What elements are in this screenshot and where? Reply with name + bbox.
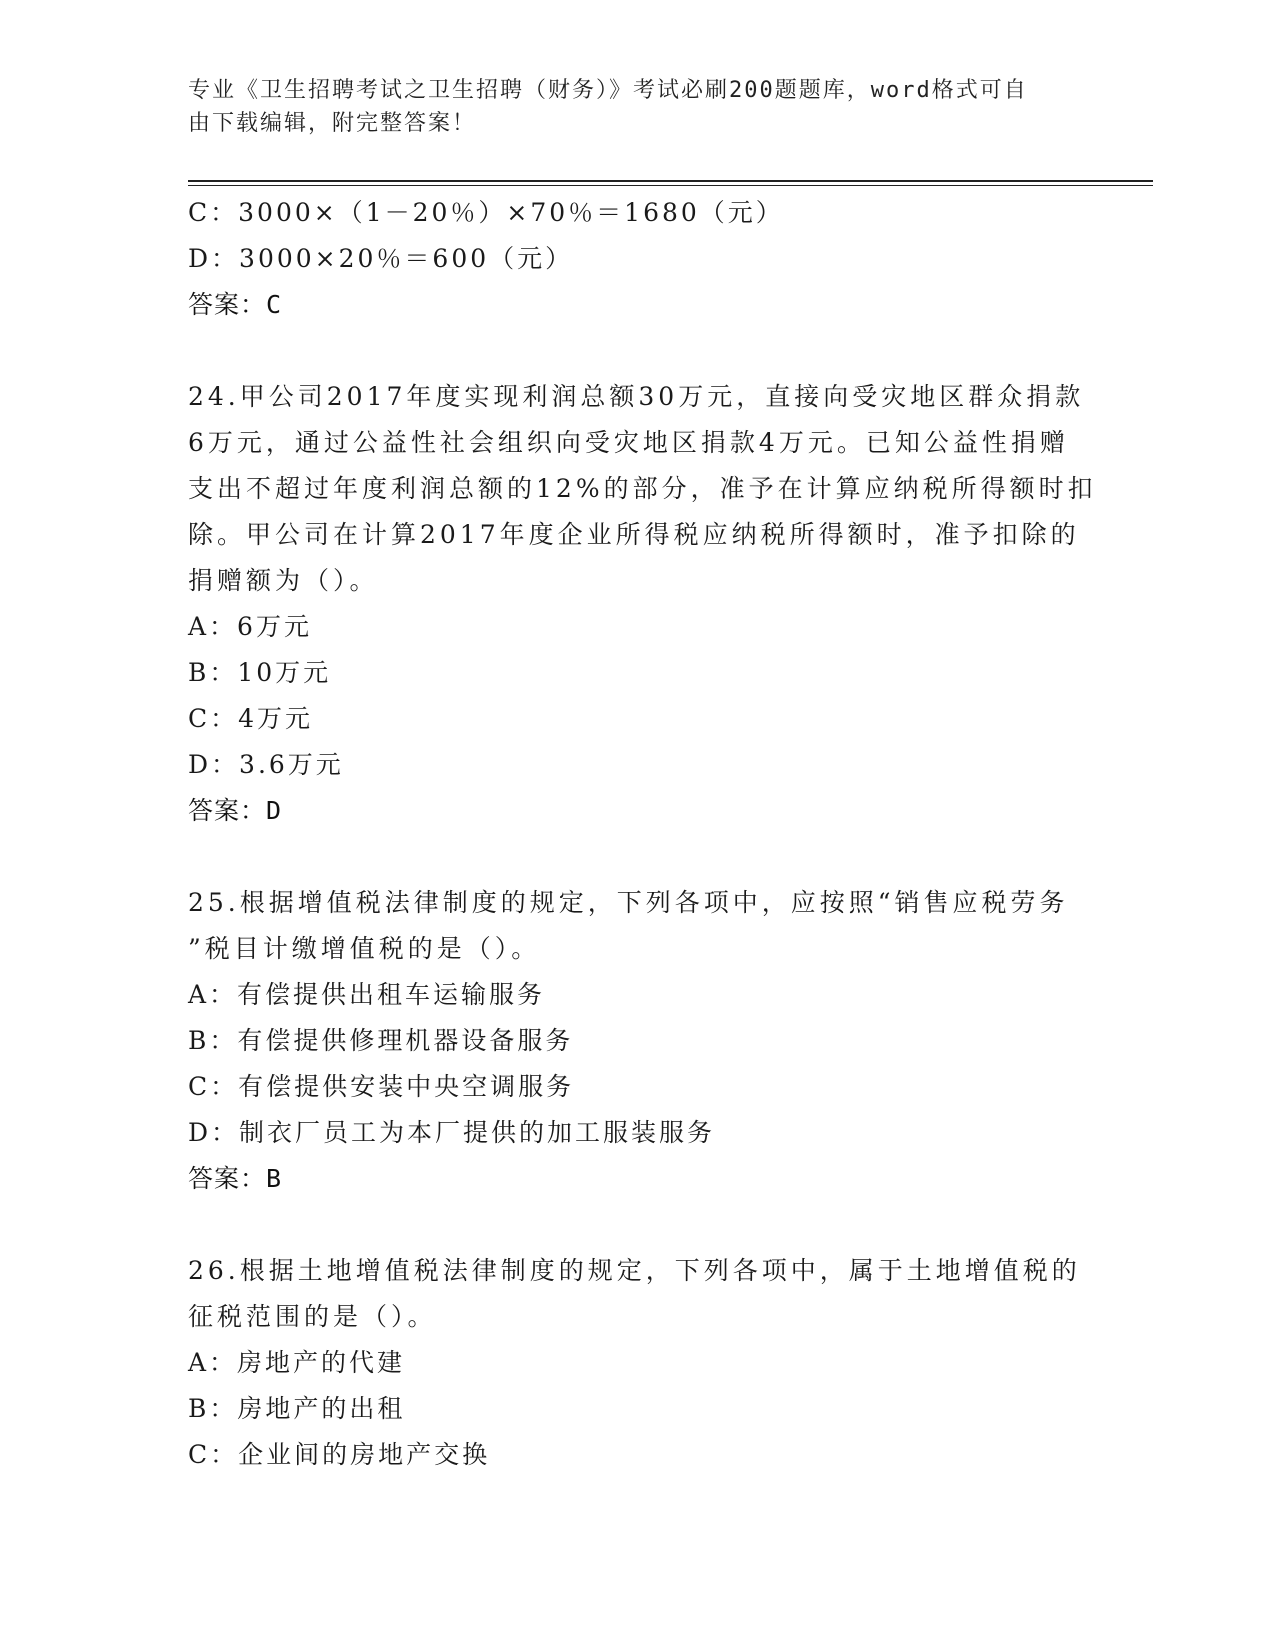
- answer-value: B: [266, 1164, 283, 1193]
- question-24: [188, 374, 1097, 834]
- question-stem-line: 捐赠额为（）。: [188, 566, 379, 595]
- header-line-2: 由下载编辑，附完整答案！: [188, 111, 477, 136]
- option-d: D：3000×20％＝600（元）: [188, 244, 574, 273]
- question-26: [188, 1248, 1088, 1478]
- option-d: D：制衣厂员工为本厂提供的加工服装服务: [188, 1118, 716, 1147]
- question-stem-line: 24.甲公司2017年度实现利润总额30万元，直接向受灾地区群众捐款: [188, 382, 1085, 411]
- option-b: B：10万元: [188, 658, 332, 687]
- spacer: [188, 328, 1088, 374]
- header-rule-thick: [188, 180, 1153, 182]
- question-23-tail: [188, 190, 1088, 328]
- question-stem-line: 25.根据增值税法律制度的规定，下列各项中，应按照“销售应税劳务: [188, 888, 1069, 917]
- document-content: [188, 190, 1097, 1478]
- answer-value: D: [266, 796, 283, 825]
- answer-label: 答案：: [188, 290, 267, 319]
- answer-line: [188, 1156, 1088, 1202]
- option-a: A：房地产的代建: [188, 1348, 406, 1377]
- question-stem-line: 征税范围的是（）。: [188, 1302, 437, 1331]
- option-a: A：6万元: [188, 612, 312, 641]
- spacer: [188, 834, 1088, 880]
- option-c: C：有偿提供安装中央空调服务: [188, 1072, 575, 1101]
- option-c: C：企业间的房地产交换: [188, 1440, 491, 1469]
- option-c: C：4万元: [188, 704, 314, 733]
- answer-line: [188, 788, 1088, 834]
- question-stem-line: 6万元，通过公益性社会组织向受灾地区捐款4万元。已知公益性捐赠: [188, 428, 1069, 457]
- answer-label: 答案：: [188, 1164, 267, 1193]
- question-stem-line: 26.根据土地增值税法律制度的规定，下列各项中，属于土地增值税的: [188, 1256, 1081, 1285]
- answer-label: 答案：: [188, 796, 267, 825]
- document-header: [188, 74, 1088, 140]
- question-stem-line: ”税目计缴增值税的是（）。: [188, 934, 541, 963]
- header-rule-thin: [188, 185, 1153, 186]
- option-b: B：房地产的出租: [188, 1394, 406, 1423]
- spacer: [188, 1202, 1088, 1248]
- option-a: A：有偿提供出租车运输服务: [188, 980, 546, 1009]
- option-d: D：3.6万元: [188, 750, 344, 779]
- header-line-1: 专业《卫生招聘考试之卫生招聘（财务）》考试必刷200题题库，word格式可自: [188, 78, 1028, 103]
- question-stem-line: 除。甲公司在计算2017年度企业所得税应纳税所得额时，准予扣除的: [188, 520, 1080, 549]
- option-c: C：3000×（1－20％）×70％＝1680（元）: [188, 198, 784, 227]
- option-b: B：有偿提供修理机器设备服务: [188, 1026, 574, 1055]
- answer-line: [188, 282, 1088, 328]
- answer-value: C: [266, 290, 283, 319]
- question-stem-line: 支出不超过年度利润总额的12%的部分，准予在计算应纳税所得额时扣: [188, 474, 1097, 503]
- question-25: [188, 880, 1088, 1202]
